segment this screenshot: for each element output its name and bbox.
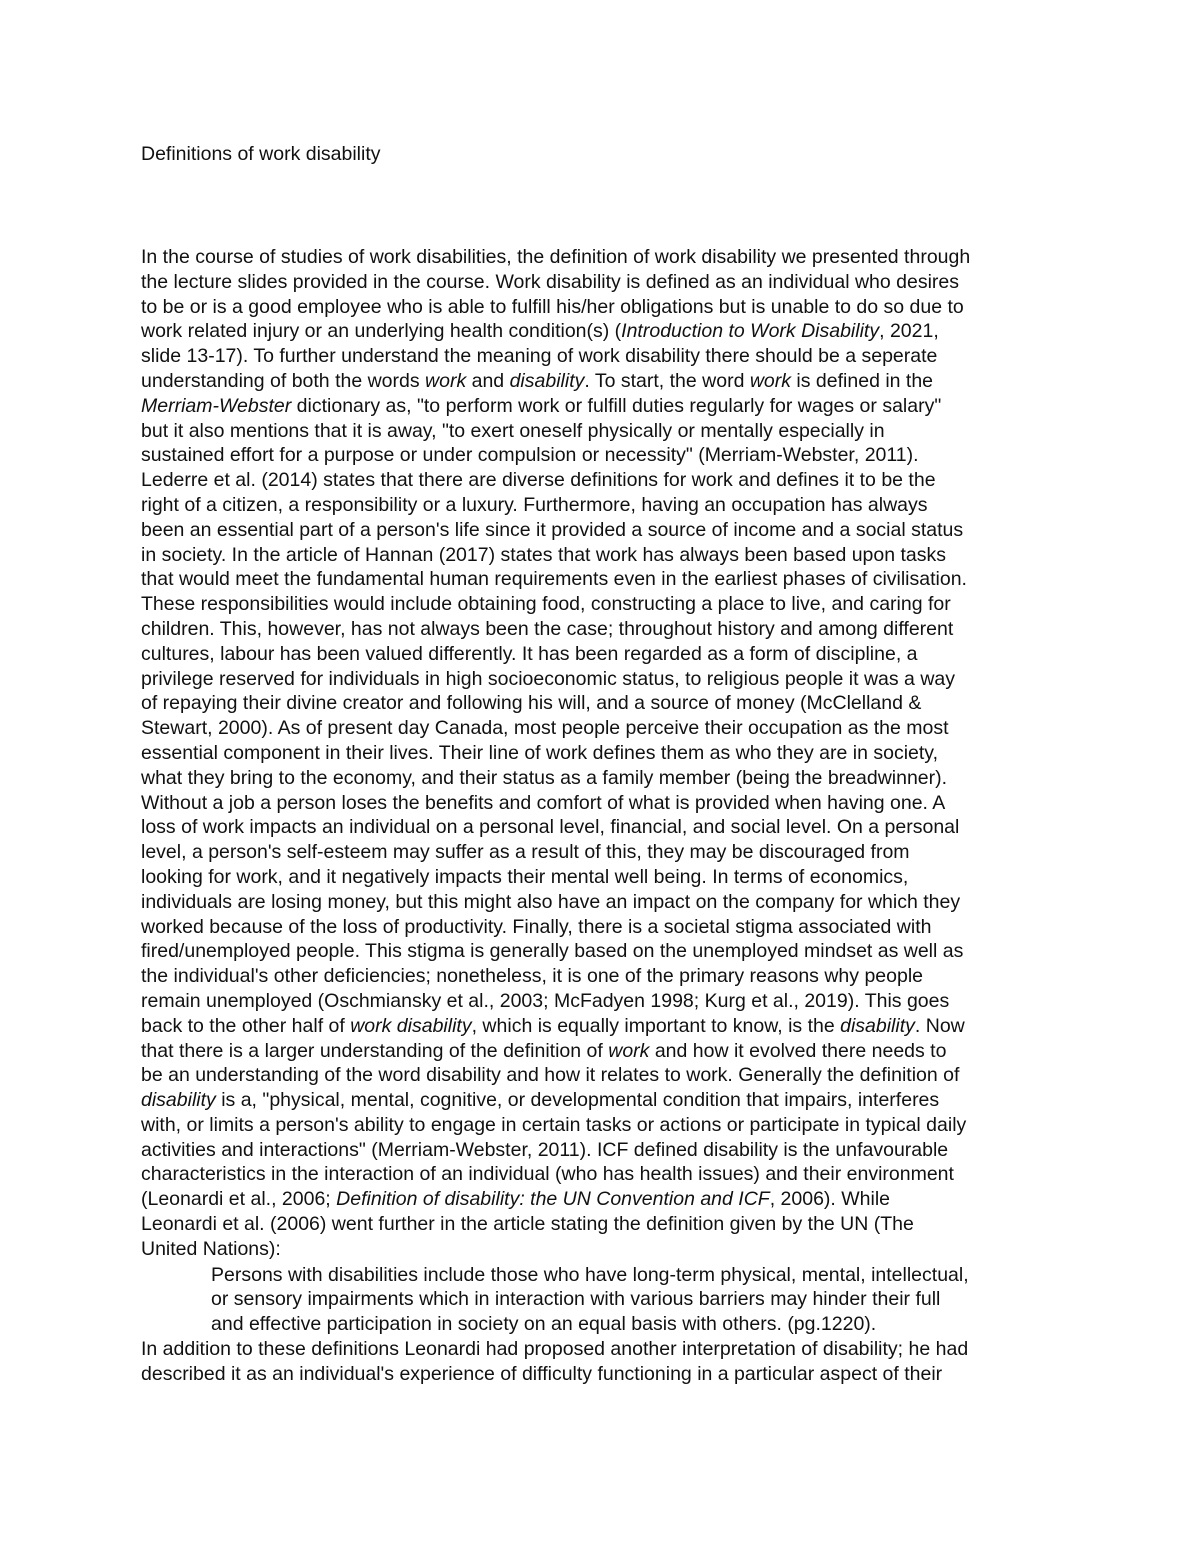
text-line: the individual's other deficiencies; nonetheless, it is one of the primary reasons why people bbox=[141, 965, 923, 988]
text-line: United Nations): bbox=[141, 1237, 281, 1260]
text-line: characteristics in the interaction of an individual (who has health issues) and their environment bbox=[141, 1163, 954, 1186]
text-line: These responsibilities would include obtaining food, constructing a place to live, and caring for bbox=[141, 593, 951, 616]
quote-line: Persons with disabilities include those who have long-term physical, mental, intellectual, bbox=[211, 1263, 969, 1286]
text-line: been an essential part of a person's life since it provided a source of income and a social status bbox=[141, 518, 964, 541]
italic-text: work disability bbox=[350, 1014, 472, 1037]
text-line: with, or limits a person's ability to engage in certain tasks or actions or participate in typical daily bbox=[141, 1113, 967, 1136]
text-line: that would meet the fundamental human requirements even in the earliest phases of civilisation. bbox=[141, 568, 967, 591]
text-line: sustained effort for a purpose or under compulsion or necessity" (Merriam-Webster, 2011). bbox=[141, 444, 919, 467]
text-line: of repaying their divine creator and following his will, and a source of money (McClelland & bbox=[141, 692, 922, 715]
text-line: (Leonardi et al., 2006; Definition of disability: the UN Convention and ICF, 2006). While bbox=[141, 1188, 891, 1211]
text-line: that there is a larger understanding of the definition of work and how it evolved there needs to bbox=[141, 1039, 947, 1062]
text-line: children. This, however, has not always been the case; throughout history and among different bbox=[141, 617, 954, 640]
text-line: individuals are losing money, but this might also have an impact on the company for which they bbox=[141, 890, 961, 913]
text-line: slide 13-17). To further understand the meaning of work disability there should be a seperate bbox=[141, 345, 938, 368]
text-line: worked because of the loss of productivity. Finally, there is a societal stigma associated with bbox=[141, 915, 932, 938]
text-line: essential component in their lives. Their line of work defines them as who they are in society, bbox=[141, 741, 939, 764]
text-line: Leonardi et al. (2006) went further in the article stating the definition given by the UN (The bbox=[141, 1213, 914, 1236]
text-line: disability is a, "physical, mental, cognitive, or developmental condition that impairs, interferes bbox=[141, 1089, 940, 1112]
text-line: what they bring to the economy, and their status as a family member (being the breadwinner). bbox=[141, 766, 948, 789]
quote-line: or sensory impairments which in interaction with various barriers may hinder their full bbox=[211, 1288, 941, 1311]
text-line: Lederre et al. (2014) states that there are diverse definitions for work and defines it to be the bbox=[141, 469, 936, 492]
text-line: described it as an individual's experience of difficulty functioning in a particular aspect of their bbox=[141, 1362, 943, 1385]
text-line: the lecture slides provided in the course. Work disability is defined as an individual who desires bbox=[141, 270, 959, 293]
body-paragraph bbox=[141, 245, 970, 1262]
text-line: to be or is a good employee who is able to fulfill his/her obligations but is unable to do so due to bbox=[141, 295, 964, 318]
italic-text: work bbox=[425, 369, 467, 392]
text-line: work related injury or an underlying health condition(s) (Introduction to Work Disability, 2021, bbox=[141, 320, 939, 343]
text-line: be an understanding of the word disability and how it relates to work. Generally the definition of bbox=[141, 1064, 960, 1087]
italic-text: work bbox=[749, 369, 792, 392]
text-line: remain unemployed (Oschmiansky et al., 2003; McFadyen 1998; Kurg et al., 2019). This goes bbox=[141, 989, 950, 1012]
block-quote bbox=[211, 1263, 969, 1337]
continuation-paragraph bbox=[141, 1337, 968, 1387]
text-line: back to the other half of work disability, which is equally important to know, is the disability. Now bbox=[141, 1014, 965, 1037]
italic-text: disability bbox=[509, 369, 585, 392]
text-line: understanding of both the words work and disability. To start, the word work is defined in the bbox=[141, 369, 934, 392]
italic-text: Merriam-Webster bbox=[141, 394, 292, 417]
text-line: Without a job a person loses the benefits and comfort of what is provided when having one. A bbox=[141, 791, 946, 814]
text-line: Merriam-Webster dictionary as, "to perform work or fulfill duties regularly for wages or salary" bbox=[141, 394, 942, 417]
text-line: level, a person's self-esteem may suffer as a result of this, they may be discouraged from bbox=[141, 841, 910, 864]
text-line: loss of work impacts an individual on a personal level, financial, and social level. On a personal bbox=[141, 816, 960, 839]
text-line: Stewart, 2000). As of present day Canada, most people perceive their occupation as the most bbox=[141, 717, 949, 740]
italic-text: Definition of disability: the UN Convention and ICF bbox=[336, 1188, 770, 1211]
text-line: but it also mentions that it is away, "to exert oneself physically or mentally especially in bbox=[141, 419, 885, 442]
quote-line: and effective participation in society on an equal basis with others. (pg.1220). bbox=[211, 1313, 877, 1336]
text-line: In the course of studies of work disabilities, the definition of work disability we presented through bbox=[141, 246, 971, 268]
italic-text: Introduction to Work Disability bbox=[621, 320, 880, 343]
text-line: in society. In the article of Hannan (2017) states that work has always been based upon tasks bbox=[141, 543, 947, 566]
text-line: fired/unemployed people. This stigma is generally based on the unemployed mindset as well as bbox=[141, 940, 964, 963]
document-title: Definitions of work disability bbox=[141, 143, 381, 165]
text-line: In addition to these definitions Leonardi had proposed another interpretation of disability; he had bbox=[141, 1337, 969, 1360]
text-line: right of a citizen, a responsibility or a luxury. Furthermore, having an occupation has always bbox=[141, 493, 928, 516]
text-line: activities and interactions" (Merriam-Webster, 2011). ICF defined disability is the unfavourable bbox=[141, 1138, 949, 1161]
italic-text: disability bbox=[840, 1014, 915, 1037]
text-line: looking for work, and it negatively impacts their mental well being. In terms of economics, bbox=[141, 865, 909, 888]
text-line: privilege reserved for individuals in high socioeconomic status, to religious people it was a way bbox=[141, 667, 956, 690]
text-line: cultures, labour has been valued differently. It has been regarded as a form of discipline, a bbox=[141, 642, 918, 665]
italic-text: disability bbox=[141, 1089, 216, 1112]
italic-text: work bbox=[608, 1039, 650, 1062]
